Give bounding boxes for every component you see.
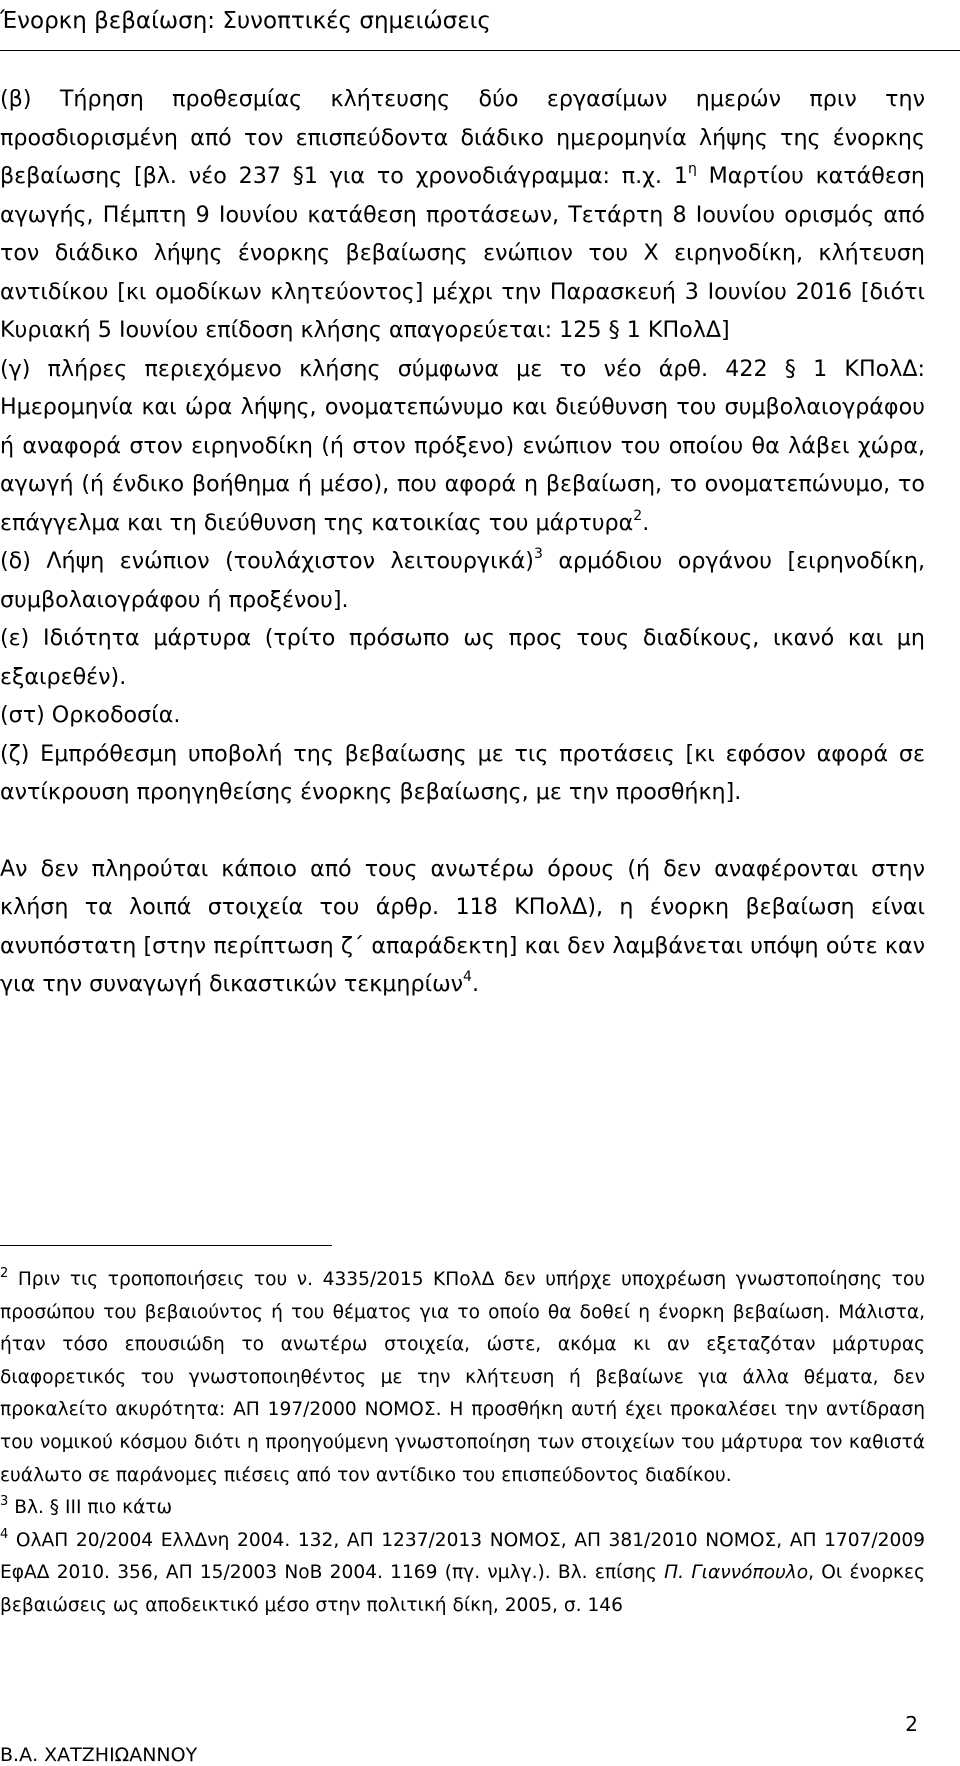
paragraph-epsilon: (ε) Ιδιότητα μάρτυρα (τρίτο πρόσωπο ως προς τους διαδίκους, ικανό και μη εξαιρεθέν). (0, 625, 925, 690)
paragraph-st: (στ) Ορκοδοσία. (0, 702, 181, 728)
footnotes-section (0, 1264, 925, 1623)
paragraph-spacer (0, 812, 925, 850)
footnote-ref-4[interactable]: 4 (463, 969, 472, 985)
footnote-number: 4 (0, 1526, 9, 1542)
page-number: 2 (905, 1712, 918, 1736)
footnote-ref-3[interactable]: 3 (533, 546, 543, 562)
cited-author: Π. Γιαννόπουλο (664, 1562, 809, 1584)
paragraph-delta: (δ) Λήψη ενώπιον (τουλάχιστον λειτουργικά)$^3$ αρμόδιου οργάνου [ειρηνοδίκη, συμβολαιογράφου ή προξένου]. (0, 546, 925, 613)
paragraph-beta: (β) Τήρηση προθεσμίας κλήτευσης δύο εργασίμων ημερών πριν την προσδιορισμένη από τον επισπεύδοντα διάδικο ημερομηνία λήψης της ένορκης βεβαίωσης [βλ. νέο 237 §1 για το χρονοδιάγραμμα: π.χ. $1^\eta$ Μαρτίου κατάθεση αγωγής, Πέμπτη 9 Ιουνίου κατάθεση προτάσεων, Τετάρτη 8 Ιουνίου ορισμός από τον διάδικο λήψης ένορκης βεβαίωσης ενώπιον του Χ ειρηνοδίκη, κλήτευση αντιδίκου [κι ομοδίκων κλητεύοντος] μέχρι την Παρασκευή 3 Ιουνίου 2016 [διότι Κυριακή 5 Ιουνίου επίδοση κλήσης απαγορεύεται: 125 § 1 ΚΠολΔ] (0, 86, 925, 343)
paragraph-gamma: (γ) πλήρες περιεχόμενο κλήσης σύμφωνα με το νέο άρθ. 422 § 1 ΚΠολΔ: Ημερομηνία και ώρα λήψης, ονοματεπώνυμο και διεύθυνση του συμβολαιογράφου ή αναφορά στον ειρηνοδίκη (ή στον πρόξενο) ενώπιον του οποίου θα λάβει χώρα, αγωγή (ή ένδικο βοήθημα ή μέσο), που αφορά η βεβαίωση, το ονοματεπώνυμο, το επάγγελμα και τη διεύθυνση της κατοικίας του μάρτυρα$^2$. (0, 355, 925, 536)
footnote-3: $^3$ Βλ. § ΙΙΙ πιο κάτω (0, 1494, 173, 1519)
header-title: Ένορκη βεβαίωση: Συνοπτικές σημειώσεις (0, 8, 491, 34)
footnote-4: $^4$ ΟλΑΠ 20/2004 ΕλλΔνη 2004. 132, ΑΠ 1237/2013 ΝΟΜΟΣ, ΑΠ 381/2010 ΝΟΜΟΣ, ΑΠ 1707/2009 ΕφΑΔ 2010. 356, ΑΠ 15/2003 ΝοΒ 2004. 1169 (πγ. νμλγ.). Βλ. επίσης Π. Γιαννόπουλο, Οι ένορκες βεβαιώσεις ως αποδεικτικό μέσο στην πολιτική δίκη, 2005, σ. 146 (0, 1526, 925, 1616)
page-header (0, 8, 491, 34)
paragraph-conclusion: Αν δεν πληρούται κάποιο από τους ανωτέρω όρους (ή δεν αναφέρονται στην κλήση τα λοιπά στοιχεία του άρθρ. 118 ΚΠολΔ), η ένορκη βεβαίωση είναι ανυπόστατη [στην περίπτωση ζ΄ απαράδεκτη] και δεν λαμβάνεται υπόψη ούτε καν για την συναγωγή δικαστικών τεκμηρίων$^4$. (0, 855, 925, 997)
footnote-ref-2[interactable]: 2 (633, 507, 643, 524)
header-divider (0, 50, 960, 51)
footer-author: Β.Α. ΧΑΤΖΗΙΩΑΝΝΟΥ (0, 1744, 198, 1766)
footnote-separator (0, 1245, 332, 1246)
footnote-2: $^2$ Πριν τις τροποποιήσεις του ν. 4335/2015 ΚΠολΔ δεν υπήρχε υποχρέωση γνωστοποίησης του προσώπου του βεβαιούντος ή του θέματος για το οποίο θα δοθεί η ένορκη βεβαίωση. Μάλιστα, ήταν τόσο επουσιώδη το ανωτέρω στοιχεία, ώστε, ακόμα κι αν εξεταζόταν μάρτυρας διαφορετικός του γνωστοποιηθέντος με την κλήτευση ή βεβαίωνε για άλλα θέματα, δεν προκαλείτο ακυρότητα: ΑΠ 197/2000 ΝΟΜΟΣ. Η προσθήκη αυτή έχει προκαλέσει την αντίδραση του νομικού κόσμου διότι η προηγούμενη γνωστοποίηση των στοιχείων του μάρτυρα τον καθιστά ευάλωτο σε παράνομες πιέσεις από τον αντίδικο του επισπεύδοντος διαδίκου. (0, 1266, 925, 1486)
footnote-number: 2 (0, 1266, 9, 1281)
paragraph-zeta: (ζ) Εμπρόθεσμη υποβολή της βεβαίωσης με τις προτάσεις [κι εφόσον αφορά σε αντίκρουση προηγηθείσης ένορκης βεβαίωσης, με την προσθήκη]. (0, 740, 925, 805)
footnote-number: 3 (0, 1494, 9, 1510)
main-text (0, 80, 925, 1004)
